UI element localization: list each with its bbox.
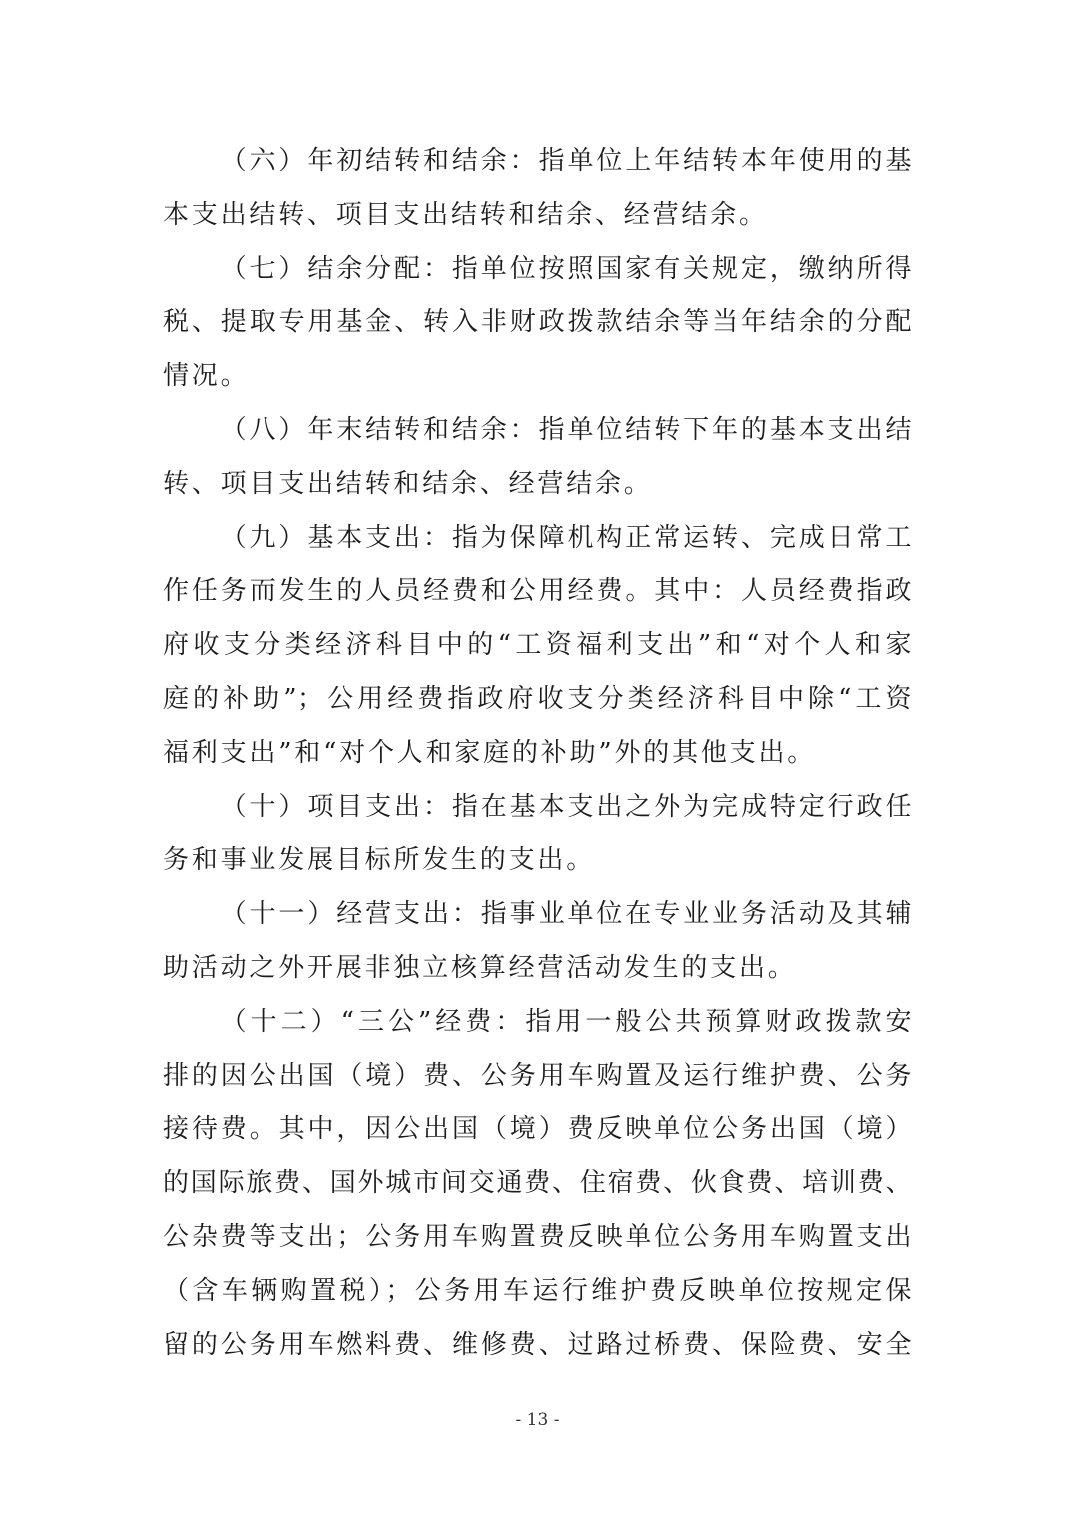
text-line: （八）年末结转和结余：指单位结转下年的基本支出结 bbox=[220, 414, 912, 445]
text-line: 的国际旅费、国外城市间交通费、住宿费、伙食费、培训费、 bbox=[163, 1168, 912, 1199]
text-line: 情况。 bbox=[163, 361, 250, 392]
paragraph-operating-expenditure bbox=[163, 888, 912, 996]
text-line: 助活动之外开展非独立核算经营活动发生的支出。 bbox=[163, 952, 797, 983]
text-line: （十二）“三公”经费：指用一般公共预算财政拨款安 bbox=[220, 1006, 912, 1037]
text-line: 府收支分类经济科目中的“工资福利支出”和“对个人和家 bbox=[163, 630, 912, 661]
text-line: （九）基本支出：指为保障机构正常运转、完成日常工 bbox=[220, 522, 912, 553]
text-line: 福利支出”和“对个人和家庭的补助”外的其他支出。 bbox=[163, 737, 817, 768]
text-line: （十）项目支出：指在基本支出之外为完成特定行政任 bbox=[220, 791, 912, 822]
text-line: 留的公务用车燃料费、维修费、过路过桥费、保险费、安全 bbox=[163, 1329, 912, 1360]
paragraph-project-expenditure bbox=[163, 781, 912, 889]
text-line: （七）结余分配：指单位按照国家有关规定，缴纳所得 bbox=[220, 253, 912, 284]
page-number: - 13 - bbox=[515, 1410, 560, 1430]
text-line: （六）年初结转和结余：指单位上年结转本年使用的基 bbox=[220, 146, 912, 176]
text-line: 接待费。其中，因公出国（境）费反映单位公务出国（境） bbox=[163, 1114, 912, 1145]
text-line: 排的因公出国（境）费、公务用车购置及运行维护费、公务 bbox=[163, 1060, 912, 1091]
text-line: （十一）经营支出：指事业单位在专业业务活动及其辅 bbox=[220, 899, 912, 930]
paragraph-carryover-balance-end bbox=[163, 404, 912, 512]
text-line: 作任务而发生的人员经费和公用经费。其中：人员经费指政 bbox=[163, 576, 912, 607]
paragraph-basic-expenditure bbox=[163, 512, 912, 781]
text-line: 公杂费等支出；公务用车购置费反映单位公务用车购置支出 bbox=[163, 1221, 912, 1252]
paragraph-carryover-balance-start bbox=[163, 135, 912, 243]
paragraph-balance-distribution bbox=[163, 243, 912, 404]
paragraph-three-public-expenses bbox=[163, 996, 912, 1373]
text-line: 转、项目支出结转和结余、经营结余。 bbox=[163, 468, 653, 499]
text-line: 税、提取专用基金、转入非财政拨款结余等当年结余的分配 bbox=[163, 307, 912, 338]
text-line: 本支出结转、项目支出结转和结余、经营结余。 bbox=[163, 199, 768, 230]
text-line: 庭的补助”；公用经费指政府收支分类经济科目中除“工资 bbox=[163, 683, 912, 714]
text-line: 务和事业发展目标所发生的支出。 bbox=[163, 845, 596, 876]
text-line: （含车辆购置税）；公务用车运行维护费反映单位按规定保 bbox=[163, 1275, 912, 1306]
document-body bbox=[163, 135, 912, 1372]
